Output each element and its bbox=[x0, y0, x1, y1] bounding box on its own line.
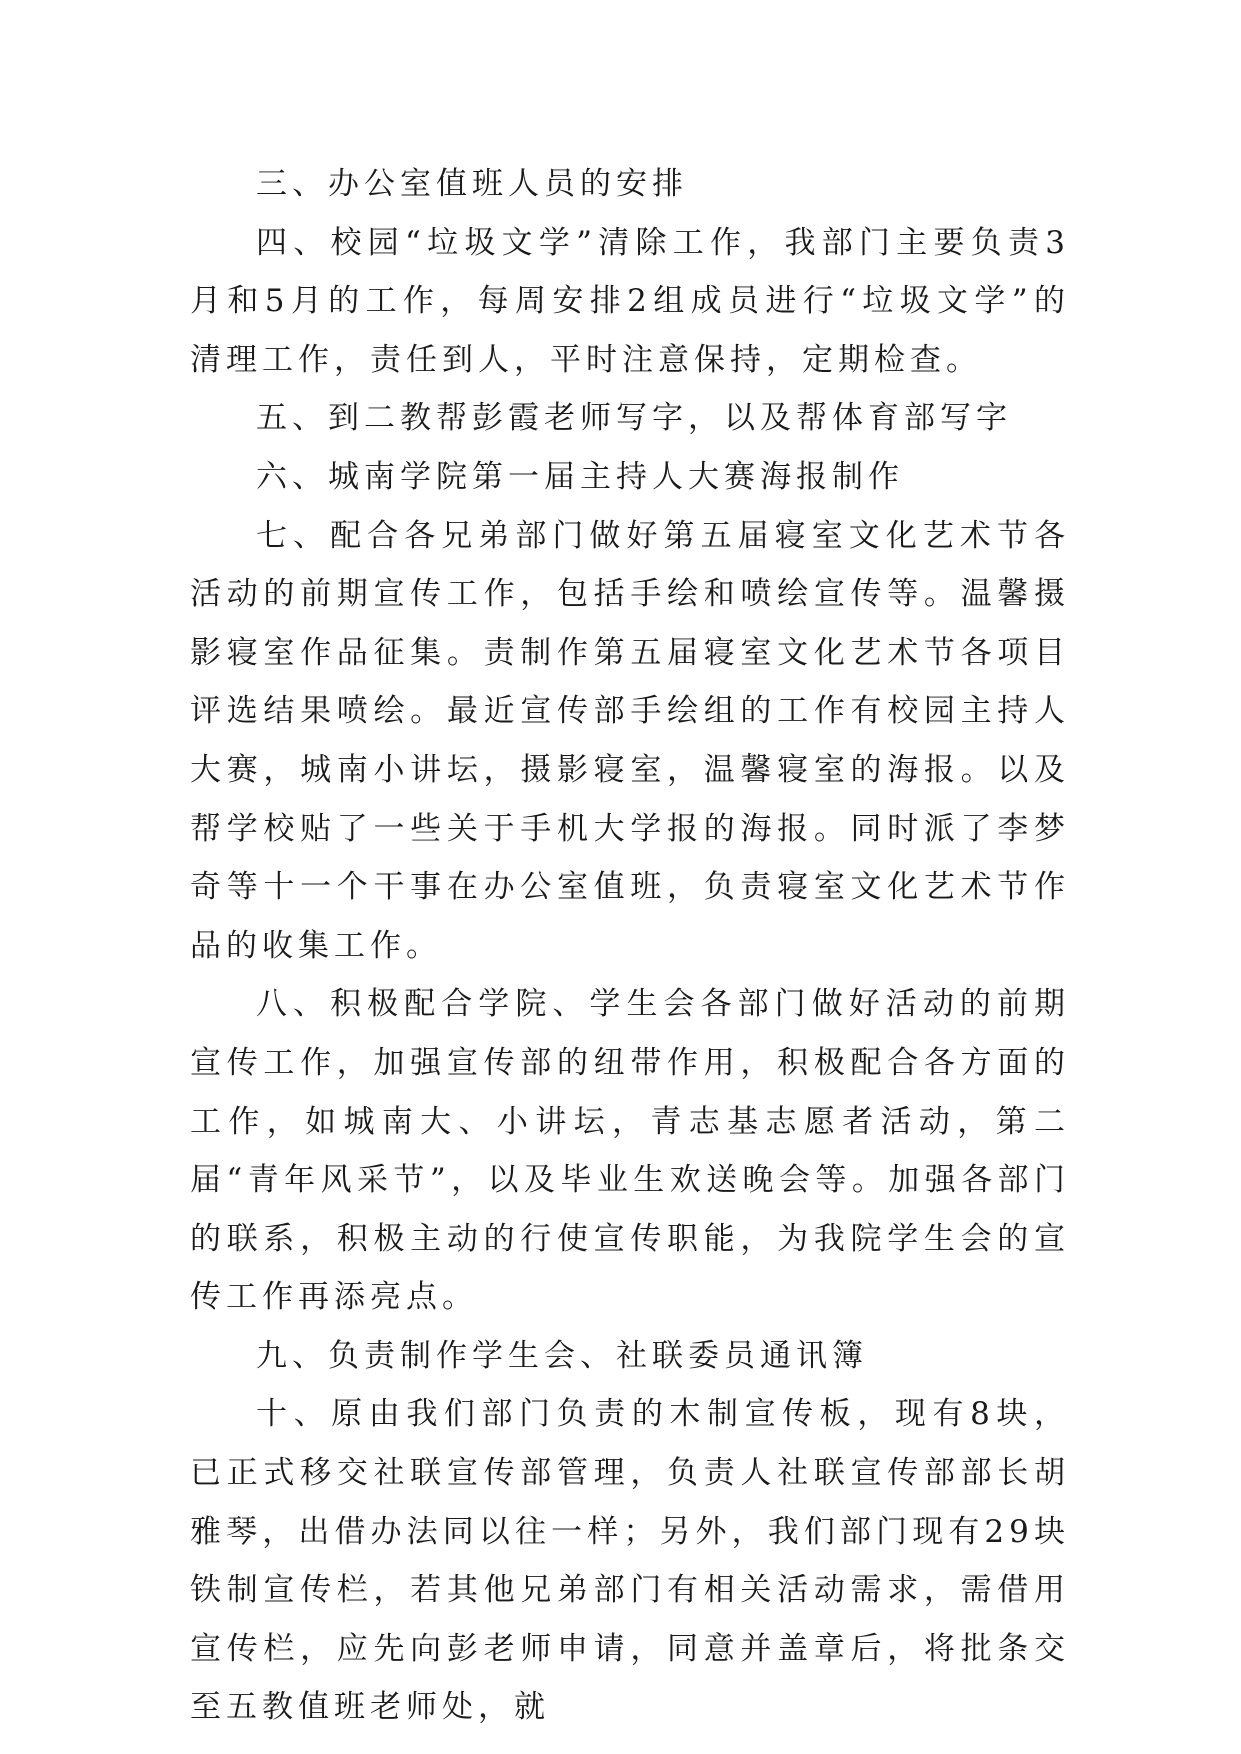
paragraph-5: 五、到二教帮彭霞老师写字，以及帮体育部写字 bbox=[256, 400, 1012, 437]
paragraph-9: 九、负责制作学生会、社联委员通讯簿 bbox=[256, 1337, 868, 1374]
paragraph-3: 三、办公室值班人员的安排 bbox=[256, 166, 688, 202]
paragraph-6: 六、城南学院第一届主持人大赛海报制作 bbox=[256, 458, 904, 495]
paragraph-4: 四、校园“垃圾文学”清除工作，我部门主要负责3月和5月的工作，每周安排2组成员进行“垃圾文学”的清理工作，责任到人，平时注意保持，定期检查。 bbox=[190, 224, 1070, 378]
paragraph-10: 十、原由我们部门负责的木制宣传板，现有8块，已正式移交社联宣传部管理，负责人社联宣传部部长胡雅琴，出借办法同以往一样；另外，我们部门现有29块铁制宣传栏，若其他兄弟部门有相关活动需求，需借用宣传栏，应先向彭老师申请，同意并盖章后，将批条交至五教值班老师处，就 bbox=[190, 1396, 1070, 1726]
paragraph-8: 八、积极配合学院、学生会各部门做好活动的前期宣传工作，加强宣传部的纽带作用，积极配合各方面的工作，如城南大、小讲坛，青志基志愿者活动，第二届“青年风采节”，以及毕业生欢送晚会等。加强各部门的联系，积极主动的行使宣传职能，为我院学生会的宣传工作再添亮点。 bbox=[190, 986, 1070, 1316]
document-body bbox=[190, 155, 1070, 1737]
paragraph-7: 七、配合各兄弟部门做好第五届寝室文化艺术节各活动的前期宣传工作，包括手绘和喷绘宣传等。温馨摄影寝室作品征集。责制作第五届寝室文化艺术节各项目评选结果喷绘。最近宣传部手绘组的工作有校园主持人大赛，城南小讲坛，摄影寝室，温馨寝室的海报。以及帮学校贴了一些关于手机大学报的海报。同时派了李梦奇等十一个干事在办公室值班，负责寝室文化艺术节作品的收集工作。 bbox=[190, 517, 1070, 964]
